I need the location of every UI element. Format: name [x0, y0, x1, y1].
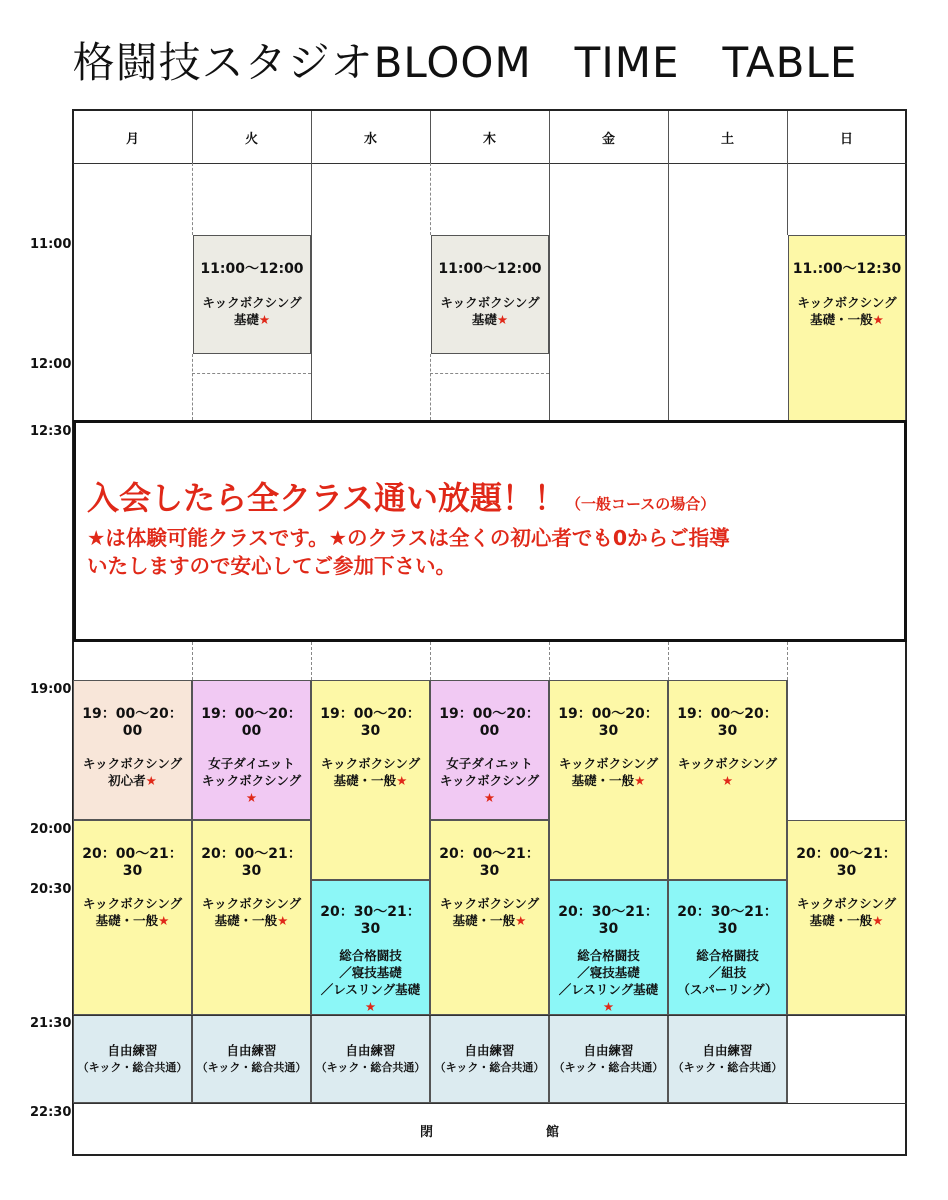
notice-text: [87, 478, 907, 580]
class-name: キックボクシング 基礎・一般★: [320, 756, 421, 788]
trial-star-icon: ★: [872, 913, 884, 928]
free-practice-label: 自由練習 （キック・総合共通）: [672, 1042, 783, 1074]
free-practice-label: 自由練習 （キック・総合共通）: [553, 1042, 664, 1074]
class-name: 総合格闘技 ／組技 （スパーリング）: [677, 948, 778, 997]
free-practice-label: 自由練習 （キック・総合共通）: [196, 1042, 307, 1074]
class-name: キックボクシング ★: [677, 756, 778, 788]
col-divider: [787, 163, 788, 235]
col-divider-dashed: [430, 642, 431, 680]
notice-line-1: ★は体験可能クラスです。★のクラスは全くの初心者でも0からご指導: [87, 526, 730, 550]
trial-star-icon: ★: [396, 773, 408, 788]
trial-star-icon: ★: [145, 773, 157, 788]
day-mon: 月: [125, 131, 139, 147]
class-name: キックボクシング 基礎・一般★: [797, 295, 897, 327]
time-label: 21:30: [30, 1016, 72, 1031]
trial-star-icon: ★: [258, 312, 271, 327]
time-label: 22:30: [30, 1105, 72, 1120]
class-time: 19：00〜20：30: [320, 706, 421, 739]
row-divider: [73, 1103, 907, 1104]
notice-headline-row: [87, 478, 907, 524]
time-label: 20:00: [30, 822, 72, 837]
col-divider-dashed: [192, 642, 193, 680]
time-label: 19:00: [30, 682, 72, 697]
trial-star-icon: ★: [496, 312, 509, 327]
col-divider: [787, 1015, 788, 1103]
class-name: キックボクシング 基礎★: [440, 295, 540, 327]
col-divider: [311, 111, 312, 163]
trial-star-icon: ★: [602, 999, 615, 1014]
day-fri: 金: [601, 131, 615, 147]
col-divider: [430, 111, 431, 163]
class-block-thu-2000[interactable]: [430, 820, 549, 1015]
free-practice-label: 自由練習 （キック・総合共通）: [434, 1042, 545, 1074]
class-time: 20：00〜21：30: [796, 846, 897, 879]
trial-star-icon: ★: [634, 773, 646, 788]
class-name: キックボクシング 基礎・一般★: [82, 896, 183, 928]
closed-label-1: 閉: [420, 1125, 434, 1140]
class-time: 20：30〜21：30: [320, 904, 421, 937]
class-block-tue-1900[interactable]: [192, 680, 311, 820]
col-divider-dashed: [430, 163, 431, 235]
trial-star-icon: ★: [245, 790, 258, 805]
class-name: 女子ダイエット キックボクシング ★: [439, 756, 540, 805]
trial-star-icon: ★: [515, 913, 527, 928]
class-time: 19：00〜20：30: [677, 706, 778, 739]
class-name: キックボクシング 基礎・一般★: [558, 756, 659, 788]
class-block-sat-1900[interactable]: [668, 680, 787, 880]
free-practice-sat[interactable]: [668, 1015, 787, 1103]
col-divider-dashed: [192, 354, 193, 420]
row-divider-dashed: [430, 373, 549, 374]
class-block-tue-2000[interactable]: [192, 820, 311, 1015]
col-divider-dashed: [668, 642, 669, 680]
col-divider: [311, 163, 312, 420]
col-divider-dashed: [549, 642, 550, 680]
time-label: 12:00: [30, 357, 72, 372]
class-block-thu-1900[interactable]: [430, 680, 549, 820]
free-practice-fri[interactable]: [549, 1015, 668, 1103]
class-name: キックボクシング 基礎・一般★: [201, 896, 302, 928]
trial-star-icon: ★: [872, 312, 884, 327]
class-time: 11.:00〜12:30: [792, 261, 902, 277]
col-divider-dashed: [311, 642, 312, 680]
day-sun: 日: [839, 131, 853, 147]
col-divider-dashed: [192, 163, 193, 235]
col-divider: [192, 111, 193, 163]
class-time: 20：00〜21：30: [439, 846, 540, 879]
col-divider-dashed: [430, 354, 431, 420]
day-thu: 木: [482, 131, 496, 147]
trial-star-icon: ★: [483, 790, 496, 805]
col-divider: [549, 163, 550, 420]
class-block-fri-1900[interactable]: [549, 680, 668, 880]
free-practice-label: 自由練習 （キック・総合共通）: [77, 1042, 188, 1074]
class-time: 19：00〜20：00: [82, 706, 183, 739]
class-block-thu-morning[interactable]: [431, 235, 549, 354]
class-block-mon-1900[interactable]: [73, 680, 192, 820]
class-name: キックボクシング 基礎★: [202, 295, 302, 327]
col-divider: [787, 680, 788, 820]
col-divider-dashed: [787, 642, 788, 680]
free-practice-label: 自由練習 （キック・総合共通）: [315, 1042, 426, 1074]
class-block-tue-morning[interactable]: [193, 235, 311, 354]
closed-label-2: 館: [546, 1125, 560, 1140]
notice-line-2: いたしますので安心してご参加下さい。: [87, 554, 456, 578]
class-name: キックボクシング 基礎・一般★: [796, 896, 897, 928]
page-title: 格闘技スタジオBLOOM TIME TABLE: [72, 38, 858, 87]
row-divider: [73, 1015, 907, 1016]
class-time: 20：00〜21：30: [201, 846, 302, 879]
class-time: 20：30〜21：30: [558, 904, 659, 937]
col-divider: [668, 163, 669, 420]
trial-star-icon: ★: [364, 999, 377, 1014]
notice-headline-note: （一般コースの場合）: [566, 495, 716, 513]
class-block-fri-2030[interactable]: [549, 880, 668, 1015]
class-name: キックボクシング 初心者★: [82, 756, 183, 788]
class-time: 20：30〜21：30: [677, 904, 778, 937]
free-practice-mon[interactable]: [73, 1015, 192, 1103]
trial-star-icon: ★: [277, 913, 289, 928]
class-time: 20：00〜21：30: [82, 846, 183, 879]
notice-headline: 入会したら全クラス通い放題！！: [87, 479, 567, 517]
class-time: 19：00〜20：30: [558, 706, 659, 739]
class-block-sat-2030[interactable]: [668, 880, 787, 1015]
class-time: 11:00〜12:00: [200, 261, 304, 277]
class-name: 女子ダイエット キックボクシング ★: [201, 756, 302, 805]
class-time: 19：00〜20：00: [439, 706, 540, 739]
header-divider: [73, 163, 907, 164]
class-time: 11:00〜12:00: [438, 261, 542, 277]
trial-star-icon: ★: [721, 773, 734, 788]
day-tue: 火: [244, 131, 258, 147]
free-practice-tue[interactable]: [192, 1015, 311, 1103]
time-label: 20:30: [30, 882, 72, 897]
class-block-sun-morning[interactable]: [788, 235, 906, 421]
free-practice-wed[interactable]: [311, 1015, 430, 1103]
time-label: 11:00: [30, 237, 72, 252]
class-block-sun-2000[interactable]: [787, 820, 906, 1015]
class-name: 総合格闘技 ／寝技基礎 ／レスリング基礎 ★: [320, 948, 421, 1014]
row-divider-dashed: [192, 373, 311, 374]
col-divider: [549, 111, 550, 163]
class-name: 総合格闘技 ／寝技基礎 ／レスリング基礎 ★: [558, 948, 659, 1014]
class-block-wed-2030[interactable]: [311, 880, 430, 1015]
class-name: キックボクシング 基礎・一般★: [439, 896, 540, 928]
col-divider: [787, 111, 788, 163]
free-practice-thu[interactable]: [430, 1015, 549, 1103]
class-time: 19：00〜20：00: [201, 706, 302, 739]
class-block-wed-1900[interactable]: [311, 680, 430, 880]
day-sat: 土: [720, 131, 734, 147]
time-label: 12:30: [30, 424, 72, 439]
trial-star-icon: ★: [158, 913, 170, 928]
col-divider: [668, 111, 669, 163]
class-block-mon-2000[interactable]: [73, 820, 192, 1015]
day-wed: 水: [363, 131, 377, 147]
